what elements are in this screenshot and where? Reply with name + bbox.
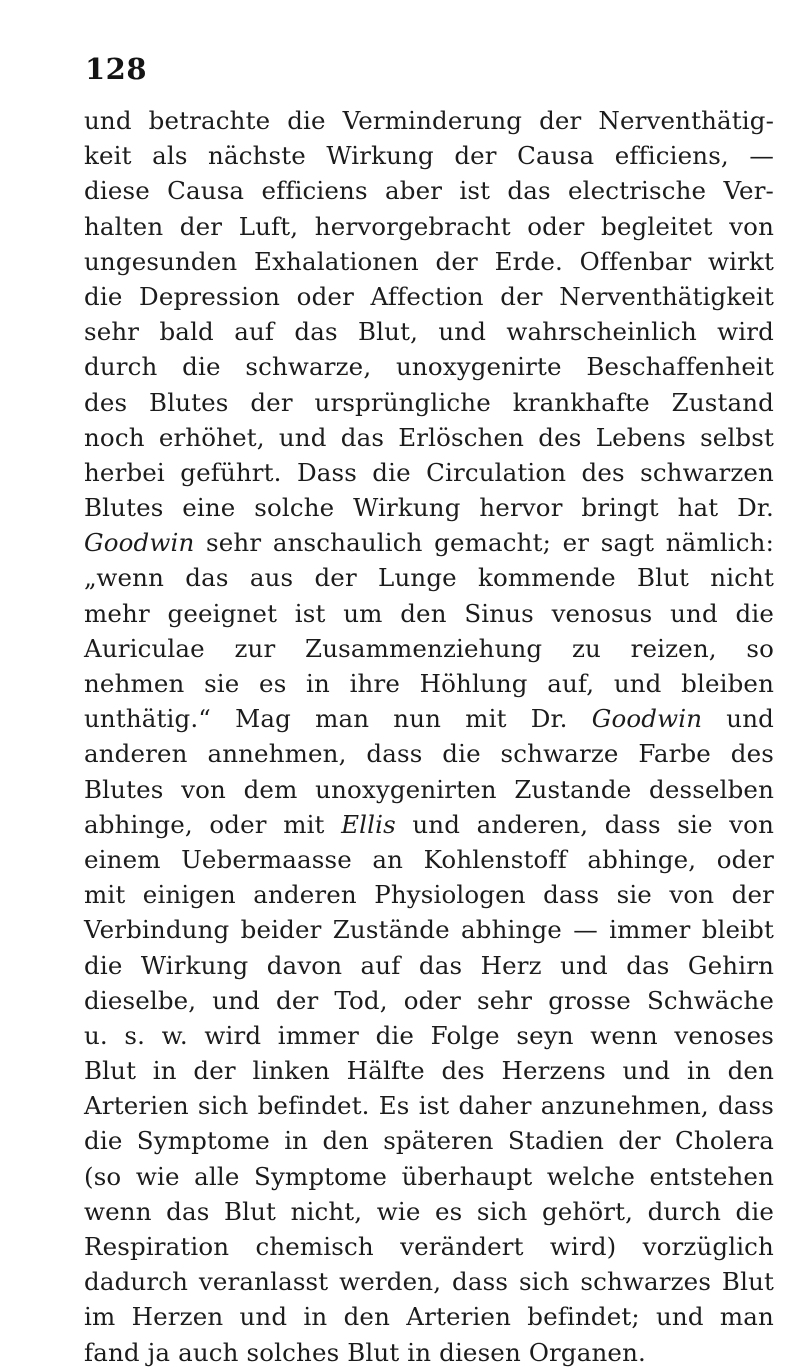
text-line: Arterien sich befindet. Es ist daher anzunehmen, dass [84,1091,774,1121]
text-line: herbei geführt. Dass die Circulation des schwarzen [84,457,774,487]
text-line: einem Uebermaasse an Kohlenstoff abhinge, oder [84,844,774,874]
text-line: u. s. w. wird immer die Folge seyn wenn venoses [84,1020,774,1050]
text-line: diese Causa efficiens aber ist das electrische Ver- [84,176,774,206]
text-line: „wenn das aus der Lunge kommende Blut nicht [84,563,774,593]
page-number: 128 [85,52,148,86]
text-line: unthätig.“ Mag man nun mit Dr. Goodwin und [84,704,774,734]
italic-name: Goodwin [84,528,195,558]
text-line: noch erhöhet, und das Erlöschen des Lebens selbst [84,422,774,452]
text-line: im Herzen und in den Arterien befindet; und man [84,1302,774,1332]
text-line: Blutes von dem unoxygenirten Zustande desselben [84,774,774,804]
text-line: halten der Luft, hervorgebracht oder begleitet von [84,211,774,241]
text-line: fand ja auch solches Blut in diesen Organen. [84,1337,646,1367]
text-line: dieselbe, und der Tod, oder sehr grosse Schwäche [84,985,774,1015]
text-line: des Blutes der ursprüngliche krankhafte Zustand [84,387,774,417]
text-line: nehmen sie es in ihre Höhlung auf, und bleiben [84,669,774,698]
text-line: (so wie alle Symptome überhaupt welche entstehen [84,1161,774,1191]
italic-name: Ellis [341,809,396,839]
text-line: Auriculae zur Zusammenziehung zu reizen, so [84,633,774,663]
text-line: die Depression oder Affection der Nerventhätigkeit [84,281,774,311]
text-line: durch die schwarze, unoxygenirte Beschaffenheit [84,352,774,382]
text-line: wenn das Blut nicht, wie es sich gehört, durch die [84,1196,774,1226]
text-line: Goodwin sehr anschaulich gemacht; er sagt nämlich: [84,528,774,558]
text-line: Respiration chemisch verändert wird) vorzüglich [84,1232,774,1261]
italic-name: Goodwin [591,704,703,734]
text-line: mit einigen anderen Physiologen dass sie von der [84,880,774,910]
text-line: die Wirkung davon auf das Herz und das Gehirn [84,950,774,980]
text-line: mehr geeignet ist um den Sinus venosus und die [84,598,774,628]
text-line: anderen annehmen, dass die schwarze Farbe des [84,739,774,769]
text-line: Blutes eine solche Wirkung hervor bringt hat Dr. [84,493,774,523]
text-line: die Symptome in den späteren Stadien der Cholera [84,1126,774,1156]
text-line: Verbindung beider Zustände abhinge — immer bleibt [84,915,774,945]
text-line: keit als nächste Wirkung der Causa efficiens, — [84,141,774,171]
text-line: dadurch veranlasst werden, dass sich schwarzes Blut [84,1267,774,1297]
text-line: ungesunden Exhalationen der Erde. Offenbar wirkt [84,246,774,276]
text-line: Blut in der linken Hälfte des Herzens und in den [84,1056,774,1086]
body-text [84,103,774,1370]
text-line: sehr bald auf das Blut, und wahrscheinlich wird [84,317,774,347]
text-line: und betrachte die Verminderung der Nerventhätig- [84,106,774,135]
text-line: abhinge, oder mit Ellis und anderen, dass sie von [84,809,775,839]
